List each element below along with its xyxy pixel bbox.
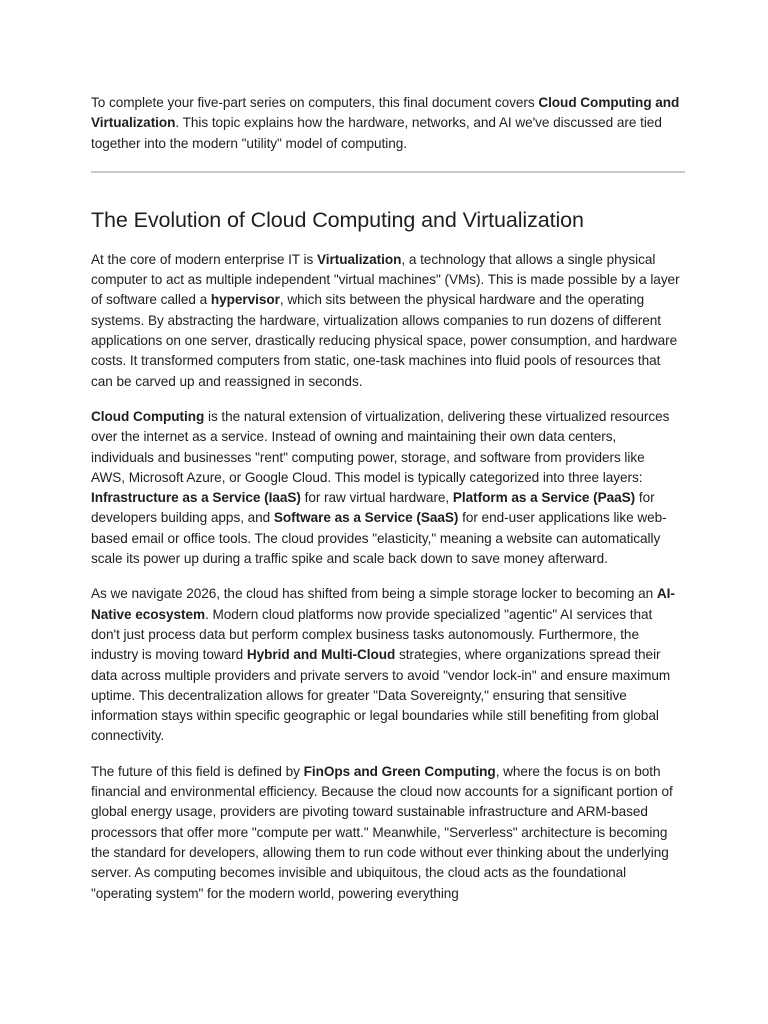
intro-bold-cloud-virtualization: Cloud Computing and Virtualization bbox=[91, 95, 680, 131]
p1-bold-hypervisor: hypervisor bbox=[210, 292, 280, 308]
p2-text-3: for developers building apps, and bbox=[91, 490, 655, 526]
paragraph-virtualization bbox=[91, 250, 681, 392]
p4-text-1: The future of this field is defined by bbox=[91, 763, 304, 779]
p3-bold-ai-native: AI-Native ecosystem bbox=[91, 586, 675, 622]
paragraph-finops bbox=[91, 762, 681, 904]
p4-bold-finops-green: FinOps and Green Computing bbox=[303, 763, 496, 779]
p3-text-3: strategies, where organizations spread their data across multiple providers and private servers to avoid "vendor lock-in" and ensure maximum uptime. This decentralization allows for greater "Data Sovereignty," ensuring that sensitive information stays within specific geographic or legal boundaries while still benefiting from global connectivity. bbox=[91, 647, 671, 744]
p1-text-1: At the core of modern enterprise IT is bbox=[91, 251, 317, 267]
intro-text-2: . This topic explains how the hardware, networks, and AI we've discussed are tied together into the modern "utility" model of computing. bbox=[91, 115, 662, 151]
intro-text-1: To complete your five-part series on computers, this final document covers bbox=[91, 95, 539, 110]
p2-text-1: is the natural extension of virtualization, delivering these virtualized resources over the internet as a service. Instead of owning and maintaining their own data centers, individuals and businesses "rent" computing power, storage, and software from providers like AWS, Microsoft Azure, or Google Cloud. This model is typically categorized into three layers: bbox=[91, 408, 670, 485]
p1-text-3: , which sits between the physical hardware and the operating systems. By abstracting the hardware, virtualization allows companies to run dozens of different applications on one server, drastically reducing physical space, power consumption, and hardware costs. It transformed computers from static, one-task machines into fluid pools of resources that can be carved up and reassigned in seconds. bbox=[91, 292, 678, 389]
p3-text-2: . Modern cloud platforms now provide specialized "agentic" AI services that don't just process data but perform complex business tasks autonomously. Furthermore, the industry is moving toward bbox=[91, 606, 653, 663]
p3-text-1: As we navigate 2026, the cloud has shifted from being a simple storage locker to becoming an bbox=[91, 586, 657, 602]
p2-text-2: for raw virtual hardware, bbox=[300, 490, 453, 506]
p2-bold-cloud-computing: Cloud Computing bbox=[91, 408, 205, 424]
document-page bbox=[91, 93, 681, 919]
p2-text-4: for end-user applications like web-based email or office tools. The cloud provides "elasticity," meaning a website can automatically scale its power up during a traffic spike and scale back down to save money afterward. bbox=[91, 510, 667, 567]
paragraph-ai-native bbox=[91, 584, 681, 746]
intro-paragraph bbox=[91, 93, 681, 154]
p2-bold-saas: Software as a Service (SaaS) bbox=[273, 510, 459, 526]
section-title: The Evolution of Cloud Computing and Virtualization bbox=[91, 207, 584, 232]
p1-text-2: , a technology that allows a single physical computer to act as multiple independent "virtual machines" (VMs). This is made possible by a layer of software called a bbox=[91, 251, 680, 308]
p4-text-2: , where the focus is on both financial and environmental efficiency. Because the cloud now accounts for a significant portion of global energy usage, providers are pivoting toward sustainable infrastructure and ARM-based processors that offer more "compute per watt." Meanwhile, "Serverless" architecture is becoming the standard for developers, allowing them to run code without ever thinking about the underlying server. As computing becomes invisible and ubiquitous, the cloud acts as the foundational "operating system" for the modern world, powering everything bbox=[91, 763, 673, 901]
p2-bold-iaas: Infrastructure as a Service (IaaS) bbox=[91, 490, 301, 506]
p3-bold-hybrid-multicloud: Hybrid and Multi-Cloud bbox=[246, 647, 396, 663]
section-divider bbox=[91, 171, 685, 173]
p1-bold-virtualization: Virtualization bbox=[316, 251, 402, 267]
paragraph-cloud-computing bbox=[91, 407, 681, 569]
p2-bold-paas: Platform as a Service (PaaS) bbox=[452, 490, 636, 506]
